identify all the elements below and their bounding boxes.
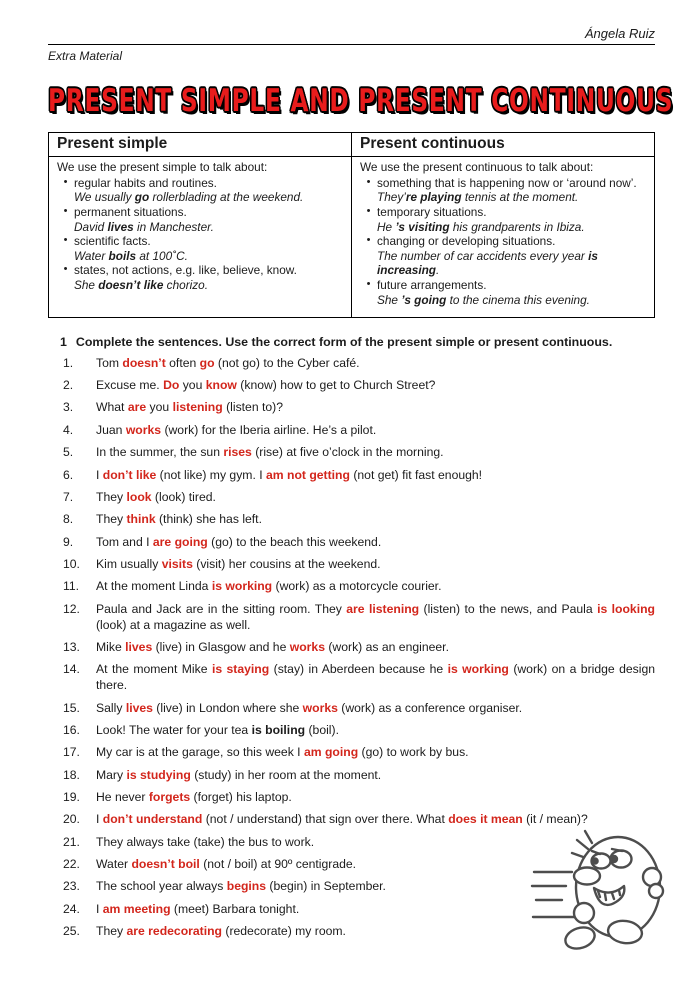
sentence-text [96,535,655,551]
grammar-rule: scientific facts. [74,234,151,249]
sentence-number: 3. [63,400,74,415]
bullet-text [377,205,646,234]
column-intro: We use the present continuous to talk about: [360,160,594,174]
text-segment: . [436,263,440,278]
bullet-text [377,176,646,205]
sentence-item [48,557,655,573]
sentence-item [48,701,655,717]
sentence-number: 8. [63,512,74,527]
grammar-bullet [57,234,343,263]
bullet-icon: • [63,263,68,276]
sentence-text [96,423,655,439]
grammar-example [377,293,646,308]
sentence-text [96,378,655,394]
text-segment: (work) as a motorcycle courier. [272,579,442,594]
text-segment: Tom [96,355,123,370]
text-segment: are [127,400,147,415]
bullet-text [377,234,646,278]
text-segment: go [199,355,215,370]
sentence-text [96,468,655,484]
text-segment: (go) to the beach this weekend. [207,534,382,549]
text-segment: don’t like [102,467,157,482]
sentence-item [48,356,655,372]
grammar-rule: changing or developing situations. [377,234,556,249]
text-segment: lives [125,639,153,654]
text-segment: She [377,292,402,307]
grammar-bullet [360,278,646,307]
sentence-text [96,490,655,506]
text-segment: Tom and I [96,534,153,549]
sentence-number: 5. [63,445,74,460]
text-segment: They’ [377,190,406,205]
grammar-rule: temporary situations. [377,204,487,219]
bullet-icon: • [63,204,68,217]
text-segment: am meeting [102,901,171,916]
sentence-item [48,400,655,416]
sentence-number: 16. [63,722,80,737]
text-segment: doesn’t like [98,278,164,292]
text-segment: rollerblading at the weekend. [149,190,304,205]
text-segment: (listen) to the news, and Paula [419,601,598,616]
text-segment: lives [125,700,153,715]
text-segment: at 100˚C. [136,248,188,263]
exercise-number: 1 [60,335,67,350]
text-segment: At the moment Mike [96,662,212,677]
text-segment: are going [152,534,208,549]
column-intro: We use the present simple to talk about: [57,160,268,174]
header-subtitle: Extra Material [48,49,123,63]
text-segment: is increasing [377,248,598,278]
text-segment: (think) she has left. [155,512,262,527]
grammar-rule: states, not actions, e.g. like, believe, know. [74,263,297,278]
sentence-item [48,535,655,551]
text-segment: (begin) in September. [266,879,386,894]
sentence-number: 7. [63,489,74,504]
sentence-item [48,640,655,656]
exercise-instructions: Complete the sentences. Use the correct form of the present simple or present continuous. [75,335,613,350]
sentence-text [96,745,655,761]
sentence-item [48,745,655,761]
text-segment: (boil). [305,722,339,737]
sentence-number: 9. [63,534,74,549]
bullet-text [74,234,343,263]
text-segment: (stay) in Aberdeen because he [269,662,448,677]
bullet-icon: • [63,234,68,247]
grammar-example [377,249,646,278]
bullet-icon: • [366,175,371,188]
text-segment: (work) as an engineer. [324,639,449,654]
sentence-text [96,640,655,656]
sentence-number: 1. [63,355,74,370]
sentence-number: 12. [63,601,80,616]
text-segment: Look! The water for your tea [96,722,252,737]
text-segment: you [146,400,173,415]
text-segment: is staying [211,662,270,677]
sentence-number: 19. [63,789,80,804]
sentence-item [48,445,655,461]
text-segment: Kim usually [96,556,162,571]
text-segment: works [289,639,325,654]
sentence-number: 2. [63,378,74,393]
text-segment: (it / mean)? [522,812,588,827]
sentence-item [48,662,655,694]
sentence-number: 25. [63,924,80,939]
text-segment: (work) on a bridge design there. [96,662,656,693]
text-segment: go [134,190,150,205]
sentence-item [48,512,655,528]
text-segment: (look) at a magazine as well. [96,617,251,632]
sentence-text [96,579,655,595]
text-segment: know [205,378,237,393]
text-segment: They [96,512,127,527]
text-segment: boils [108,248,137,263]
sentence-item [48,723,655,739]
text-segment: (not / understand) that sign over there. What [202,812,449,827]
grammar-example [74,220,343,235]
text-segment: (meet) Barbara tonight. [170,901,300,916]
grammar-table [48,132,655,318]
text-segment: I [96,812,103,827]
column-header-present-continuous: Present continuous [352,133,655,157]
text-segment: Sally [96,700,126,715]
grammar-rule: future arrangements. [377,278,487,292]
text-segment: is looking [597,601,655,616]
sentence-item [48,468,655,484]
sentence-item [48,768,655,784]
column-header-present-simple: Present simple [49,133,352,157]
sentence-number: 18. [63,767,80,782]
grammar-bullet [57,176,343,205]
sentence-number: 21. [63,834,80,849]
text-segment: She [74,278,99,292]
text-segment: (listen to)? [222,400,283,415]
text-segment: (visit) her cousins at the weekend. [192,556,381,571]
grammar-rule: permanent situations. [74,204,187,219]
text-segment: don’t understand [102,812,203,827]
text-segment: My car is at the garage, so this week I [96,745,304,760]
sentence-item [48,790,655,806]
text-segment: He never [96,789,149,804]
text-segment: (not go) to the Cyber café. [214,355,360,370]
bullet-icon: • [63,175,68,188]
text-segment: David [74,219,108,234]
text-segment: At the moment Linda [96,579,212,594]
text-segment: are redecorating [126,924,222,939]
text-segment: (redecorate) my room. [222,924,346,939]
text-segment: his grandparents in Ibiza. [449,219,585,234]
sentence-number: 14. [63,662,80,677]
bullet-text [377,278,646,307]
text-segment: you [179,378,206,393]
text-segment: does it mean [448,812,523,827]
text-segment: often [165,355,200,370]
grammar-rule: regular habits and routines. [74,175,217,190]
text-segment: (rise) at five o’clock in the morning. [251,445,444,460]
text-segment: In the summer, the sun [96,445,224,460]
text-segment: I [96,467,103,482]
text-segment: They [96,489,127,504]
text-segment: lives [107,219,134,234]
grammar-rule: something that is happening now or ‘around now’. [377,175,637,190]
grammar-example [74,190,343,205]
sentence-text [96,768,655,784]
sentence-item [48,490,655,506]
text-segment: re playing [405,190,462,205]
text-segment: (not like) my gym. I [156,467,266,482]
text-segment: (work) as a conference organiser. [337,700,523,715]
text-segment: The number of car accidents every year [377,248,589,263]
cartoon-running-figure-icon [530,820,666,962]
grammar-example [377,190,646,205]
present-simple-cell [49,157,352,318]
bullet-text [74,263,343,292]
sentence-number: 20. [63,812,80,827]
text-segment: is studying [126,767,191,782]
grammar-bullet [360,234,646,278]
text-segment: What [96,400,128,415]
grammar-table-body-row [49,157,655,318]
text-segment: I [96,901,103,916]
text-segment: (look) tired. [151,489,216,504]
grammar-bullet [57,263,343,292]
bullet-icon: • [366,204,371,217]
sentence-text [96,790,655,806]
sentence-text [96,602,655,634]
text-segment: Paula and Jack are in the sitting room. They [96,601,347,616]
text-segment: ’s going [401,292,447,307]
text-segment: Mary [96,767,127,782]
exercise-heading [60,335,655,349]
grammar-example [74,278,343,293]
text-segment: is working [211,579,273,594]
sentence-text [96,400,655,416]
text-segment: think [126,512,156,527]
text-segment: (know) how to get to Church Street? [236,378,436,393]
present-continuous-cell [352,157,655,318]
sentence-text [96,723,655,739]
text-segment: Water [96,857,132,872]
text-segment: (not get) fit fast enough! [349,467,483,482]
text-segment: listening [172,400,223,415]
sentence-number: 10. [63,556,80,571]
header-rule [48,44,655,45]
text-segment: We usually [74,190,135,205]
bullet-icon: • [366,234,371,247]
sentence-text [96,557,655,573]
grammar-bullet [57,205,343,234]
text-segment: am not getting [266,467,350,482]
text-segment: tennis at the moment. [461,190,579,205]
grammar-example [377,220,646,235]
sentence-number: 24. [63,901,80,916]
sentence-number: 22. [63,857,80,872]
text-segment: Do [163,378,180,393]
sentence-number: 11. [63,579,80,594]
sentence-text [96,512,655,528]
grammar-bullet [360,205,646,234]
text-segment: doesn’t boil [131,857,200,872]
sentence-text [96,356,655,372]
text-segment: am going [303,745,359,760]
text-segment: (study) in her room at the moment. [190,767,382,782]
bullet-icon: • [366,278,371,290]
text-segment: (live) in Glasgow and he [152,639,290,654]
text-segment: (forget) his laptop. [190,789,292,804]
sentence-number: 17. [63,745,80,760]
text-segment: is boiling [251,722,306,737]
bullet-text [74,205,343,234]
text-segment: (not / boil) at 90º centigrade. [199,857,357,872]
author-name: Ángela Ruiz [584,26,655,41]
text-segment: (go) to work by bus. [358,745,469,760]
text-segment: Water [74,248,109,263]
sentence-text [96,445,655,461]
text-segment: The school year always [96,879,227,894]
sentence-number: 15. [63,700,80,715]
grammar-table-header-row [49,133,655,157]
text-segment: They always take (take) the bus to work. [96,834,315,849]
text-segment: to the cinema this evening. [446,292,590,307]
text-segment: ’s visiting [395,219,450,234]
text-segment: works [302,700,338,715]
text-segment: look [126,489,152,504]
sentence-text [96,662,655,694]
text-segment: are listening [346,601,420,616]
sentence-number: 4. [63,422,74,437]
sentence-item [48,423,655,439]
text-segment: Excuse me. [96,378,164,393]
text-segment: Mike [96,639,126,654]
sentence-item [48,579,655,595]
sentence-item [48,378,655,394]
text-segment: is working [447,662,509,677]
text-segment: They [96,924,127,939]
text-segment: forgets [148,789,191,804]
sentence-number: 13. [63,639,80,654]
text-segment: begins [226,879,267,894]
text-segment: doesn’t [122,355,166,370]
text-segment: He [377,219,396,234]
text-segment: Juan [96,422,126,437]
page-title: PRESENT SIMPLE AND PRESENT CONTINUOUS [48,83,674,119]
text-segment: visits [161,556,193,571]
text-segment: (work) for the Iberia airline. He’s a pilot. [161,422,377,437]
bullet-text [74,176,343,205]
grammar-bullet [360,176,646,205]
sentence-number: 23. [63,879,80,894]
text-segment: (live) in London where she [152,700,303,715]
sentence-item [48,602,655,634]
sentence-number: 6. [63,467,74,482]
text-segment: in Manchester. [133,219,214,234]
grammar-example [74,249,343,264]
sentence-text [96,701,655,717]
text-segment: chorizo. [163,278,208,292]
text-segment: works [125,422,162,437]
text-segment: rises [223,445,252,460]
